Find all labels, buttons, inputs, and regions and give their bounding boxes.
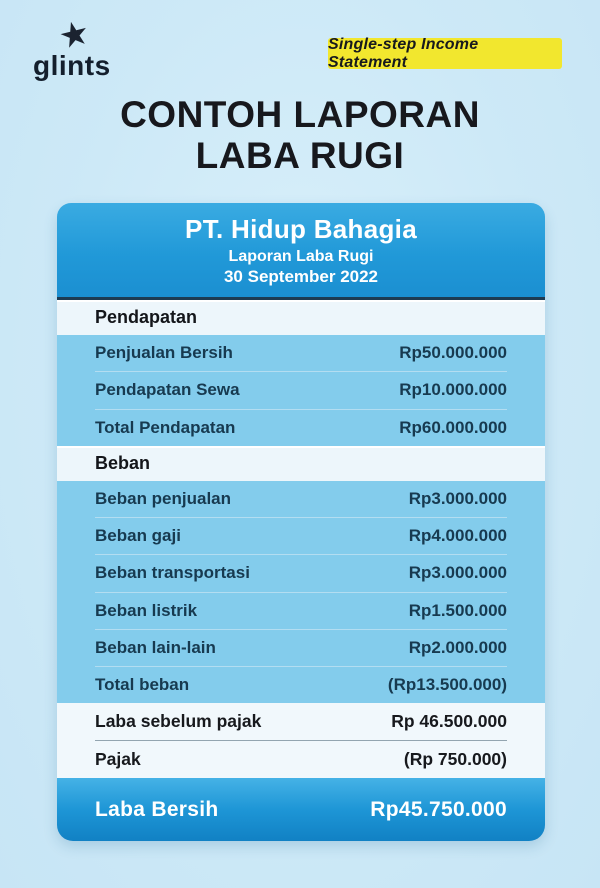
row-value: Rp4.000.000 (408, 526, 507, 546)
section-header-expenses-label: Beban (95, 453, 151, 473)
row-value: (Rp 750.000) (403, 749, 507, 769)
net-income-label: Laba Bersih (95, 797, 219, 821)
row-label: Total Pendapatan (95, 417, 236, 437)
revenue-rows (57, 335, 545, 446)
logo-text: glints (33, 50, 111, 81)
section-header-revenue (57, 300, 545, 335)
net-income-value: Rp45.750.000 (370, 797, 507, 821)
star-icon: ★ (54, 12, 94, 58)
table-row (57, 372, 545, 408)
table-row (57, 703, 545, 740)
table-row (57, 335, 545, 371)
report-date: 30 September 2022 (223, 266, 379, 286)
row-label: Beban listrik (95, 600, 198, 620)
row-value: (Rp13.500.000) (387, 674, 507, 694)
table-row (57, 555, 545, 591)
table-row (57, 410, 545, 446)
row-label: Beban gaji (95, 526, 181, 546)
summary-rows (57, 703, 545, 778)
category-badge (328, 35, 562, 71)
statement-card (57, 203, 545, 840)
table-row (57, 667, 545, 703)
category-badge-label: Single-step Income Statement (328, 35, 479, 71)
table-row (57, 518, 545, 554)
row-value: Rp3.000.000 (408, 489, 507, 509)
section-header-revenue-label: Pendapatan (95, 307, 198, 327)
statement-header (57, 203, 545, 297)
row-value: Rp10.000.000 (399, 380, 507, 400)
section-header-expenses (57, 446, 545, 481)
row-value: Rp3.000.000 (408, 563, 507, 583)
table-row (57, 593, 545, 629)
page-title (0, 94, 600, 176)
row-value: Rp2.000.000 (408, 637, 507, 657)
row-label: Penjualan Bersih (95, 343, 233, 363)
row-label: Pajak (95, 749, 141, 769)
row-value: Rp60.000.000 (399, 417, 507, 437)
row-label: Beban penjualan (95, 489, 232, 509)
row-label: Beban transportasi (95, 563, 250, 583)
report-name: Laporan Laba Rugi (228, 247, 374, 265)
table-row (57, 481, 545, 517)
glints-logo (33, 12, 143, 82)
page-title-line2: LABA RUGI (195, 135, 405, 176)
row-label: Pendapatan Sewa (95, 380, 240, 400)
row-label: Laba sebelum pajak (95, 711, 262, 731)
row-value: Rp 46.500.000 (391, 711, 507, 731)
table-row (57, 630, 545, 666)
expense-rows (57, 481, 545, 703)
net-income-row (57, 778, 545, 841)
row-label: Beban lain-lain (95, 637, 216, 657)
company-name: PT. Hidup Bahagia (185, 213, 417, 244)
table-row (57, 741, 545, 778)
page-title-line1: CONTOH LAPORAN (120, 94, 480, 135)
row-value: Rp1.500.000 (408, 600, 507, 620)
row-value: Rp50.000.000 (399, 343, 507, 363)
row-label: Total beban (95, 674, 190, 694)
